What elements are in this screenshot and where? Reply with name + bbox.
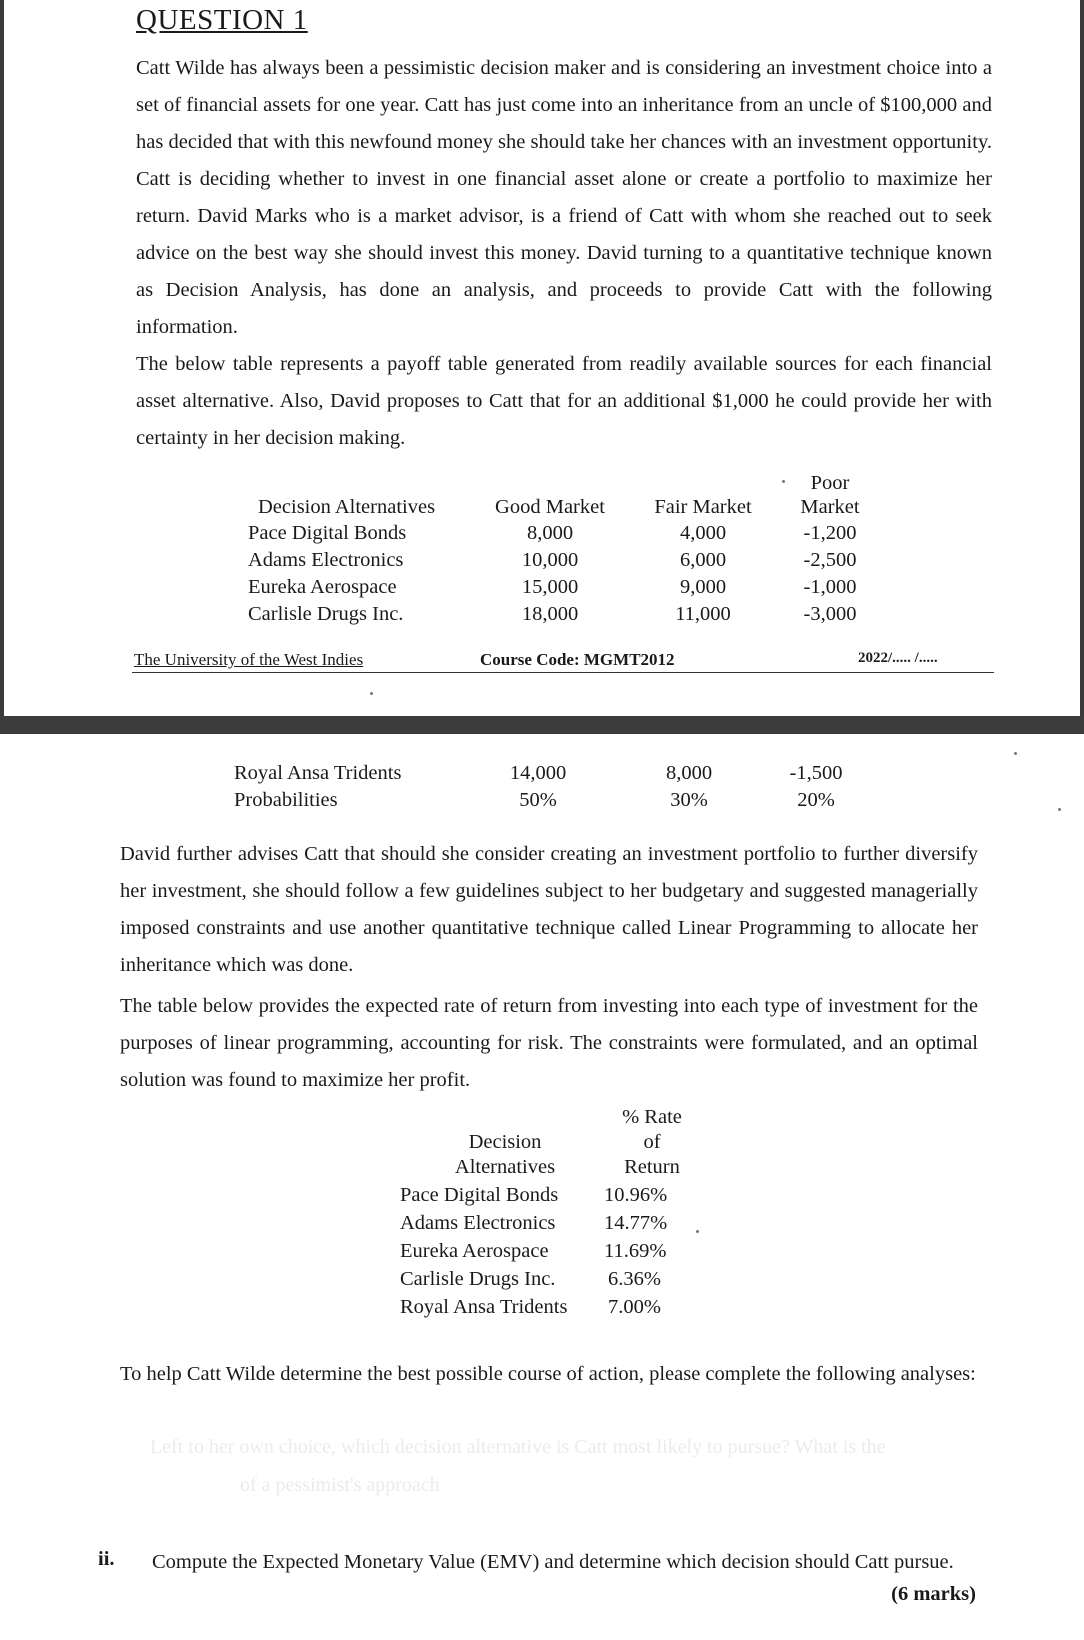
row-good: 8,000	[526, 522, 574, 544]
probability-good: 50%	[519, 789, 557, 811]
return-row-name: Carlisle Drugs Inc.	[400, 1268, 556, 1290]
row-fair: 11,000	[675, 603, 731, 625]
return-row-name: Pace Digital Bonds	[400, 1184, 559, 1206]
header-of: of	[643, 1131, 661, 1153]
row-poor: -3,000	[803, 603, 857, 625]
row-good: 10,000	[521, 549, 579, 571]
return-row-name: Eureka Aerospace	[400, 1240, 549, 1262]
scan-speck	[782, 480, 785, 483]
question-title: QUESTION 1	[136, 4, 308, 36]
footer-course-code: Course Code: MGMT2012	[480, 650, 675, 669]
return-row-rate: 11.69%	[604, 1240, 667, 1262]
page-border-left	[0, 0, 4, 716]
probability-poor: 20%	[797, 789, 835, 811]
header-market: Market	[800, 496, 860, 518]
question-number: ii.	[98, 1548, 115, 1570]
scan-speck	[1014, 752, 1017, 755]
return-row-rate: 14.77%	[604, 1212, 668, 1234]
row-name: Carlisle Drugs Inc.	[248, 603, 404, 625]
row-name: Royal Ansa Tridents	[234, 762, 402, 784]
intro-paragraph: Catt Wilde has always been a pessimistic decision maker and is considering an investment choice into a set of financial assets for one year. Catt has just come into an inheritance from an uncle of $100,000 and has decided that with this newfound money she should take her chances with an investment opportunity. Catt is deciding whether to invest in one financial asset alone or create a portfolio to maximize her return. David Marks who is a market advisor, is a friend of Catt with whom she reached out to seek advice on the best way she should invest this money. David turning to a quantitative technique known as Decision Analysis, has done an analysis, and proceeds to provide Catt with the following information.	[136, 57, 992, 338]
faded-question-line: of a pessimist's approach	[240, 1474, 440, 1496]
row-poor: -1,500	[789, 762, 843, 784]
row-good: 15,000	[521, 576, 579, 598]
row-fair: 4,000	[679, 522, 727, 544]
return-row-rate: 6.36%	[608, 1268, 661, 1290]
header-alternatives: Alternatives	[454, 1156, 556, 1178]
row-fair: 6,000	[679, 549, 727, 571]
return-row-rate: 10.96%	[604, 1184, 668, 1206]
scan-speck	[696, 1230, 699, 1233]
row-fair: 9,000	[679, 576, 727, 598]
page-divider	[0, 716, 1084, 734]
row-name: Adams Electronics	[248, 549, 404, 571]
faded-question-line: Left to her own choice, which decision alternative is Catt most likely to pursue? What is the	[150, 1436, 886, 1458]
header-fair-market: Fair Market	[654, 496, 752, 518]
lp-paragraph: The table below provides the expected rate of return from investing into each type of investment for the purposes of linear programming, accounting for risk. The constraints were formulated, and an optimal solution was found to maximize her profit.	[120, 995, 978, 1091]
scan-speck	[1058, 808, 1061, 811]
portfolio-paragraph: David further advises Catt that should she consider creating an investment portfolio to further diversify her investment, she should follow a few guidelines subject to her budgetary and suggested managerially imposed constraints and use another quantitative technique called Linear Programming to allocate her inheritance which was done.	[120, 843, 978, 976]
row-poor: -1,000	[803, 576, 857, 598]
header-good-market: Good Market	[495, 496, 605, 518]
header-poor: Poor	[810, 472, 850, 494]
header-decision: Decision	[468, 1131, 542, 1153]
footer-university: The University of the West Indies	[134, 650, 364, 669]
header-decision-alternatives: Decision Alternatives	[258, 496, 436, 518]
question-text: Compute the Expected Monetary Value (EMV) and determine which decision should Catt pursue.	[152, 1551, 954, 1573]
header-return: Return	[624, 1156, 680, 1178]
page-border-right	[1080, 0, 1084, 716]
analyses-paragraph: To help Catt Wilde determine the best possible course of action, please complete the following analyses:	[120, 1363, 976, 1385]
row-name: Pace Digital Bonds	[248, 522, 407, 544]
question-marks: (6 marks)	[891, 1583, 976, 1605]
probabilities-label: Probabilities	[234, 789, 338, 811]
payoff-intro-paragraph: The below table represents a payoff table generated from readily available sources for each financial asset alternative. Also, David proposes to Catt that for an additional $1,000 he could provide her with certainty in her decision making.	[136, 353, 992, 449]
return-row-name: Royal Ansa Tridents	[400, 1296, 568, 1318]
row-good: 14,000	[509, 762, 567, 784]
row-name: Eureka Aerospace	[248, 576, 397, 598]
return-row-name: Adams Electronics	[400, 1212, 556, 1234]
header-rate: % Rate	[622, 1106, 682, 1128]
footer-date: 2022/..... /.....	[858, 650, 938, 666]
scan-speck	[370, 692, 373, 695]
probability-fair: 30%	[670, 789, 708, 811]
row-poor: -2,500	[803, 549, 857, 571]
row-good: 18,000	[521, 603, 579, 625]
row-fair: 8,000	[665, 762, 713, 784]
row-poor: -1,200	[803, 522, 857, 544]
return-row-rate: 7.00%	[608, 1296, 661, 1318]
footer-rule	[132, 672, 994, 673]
